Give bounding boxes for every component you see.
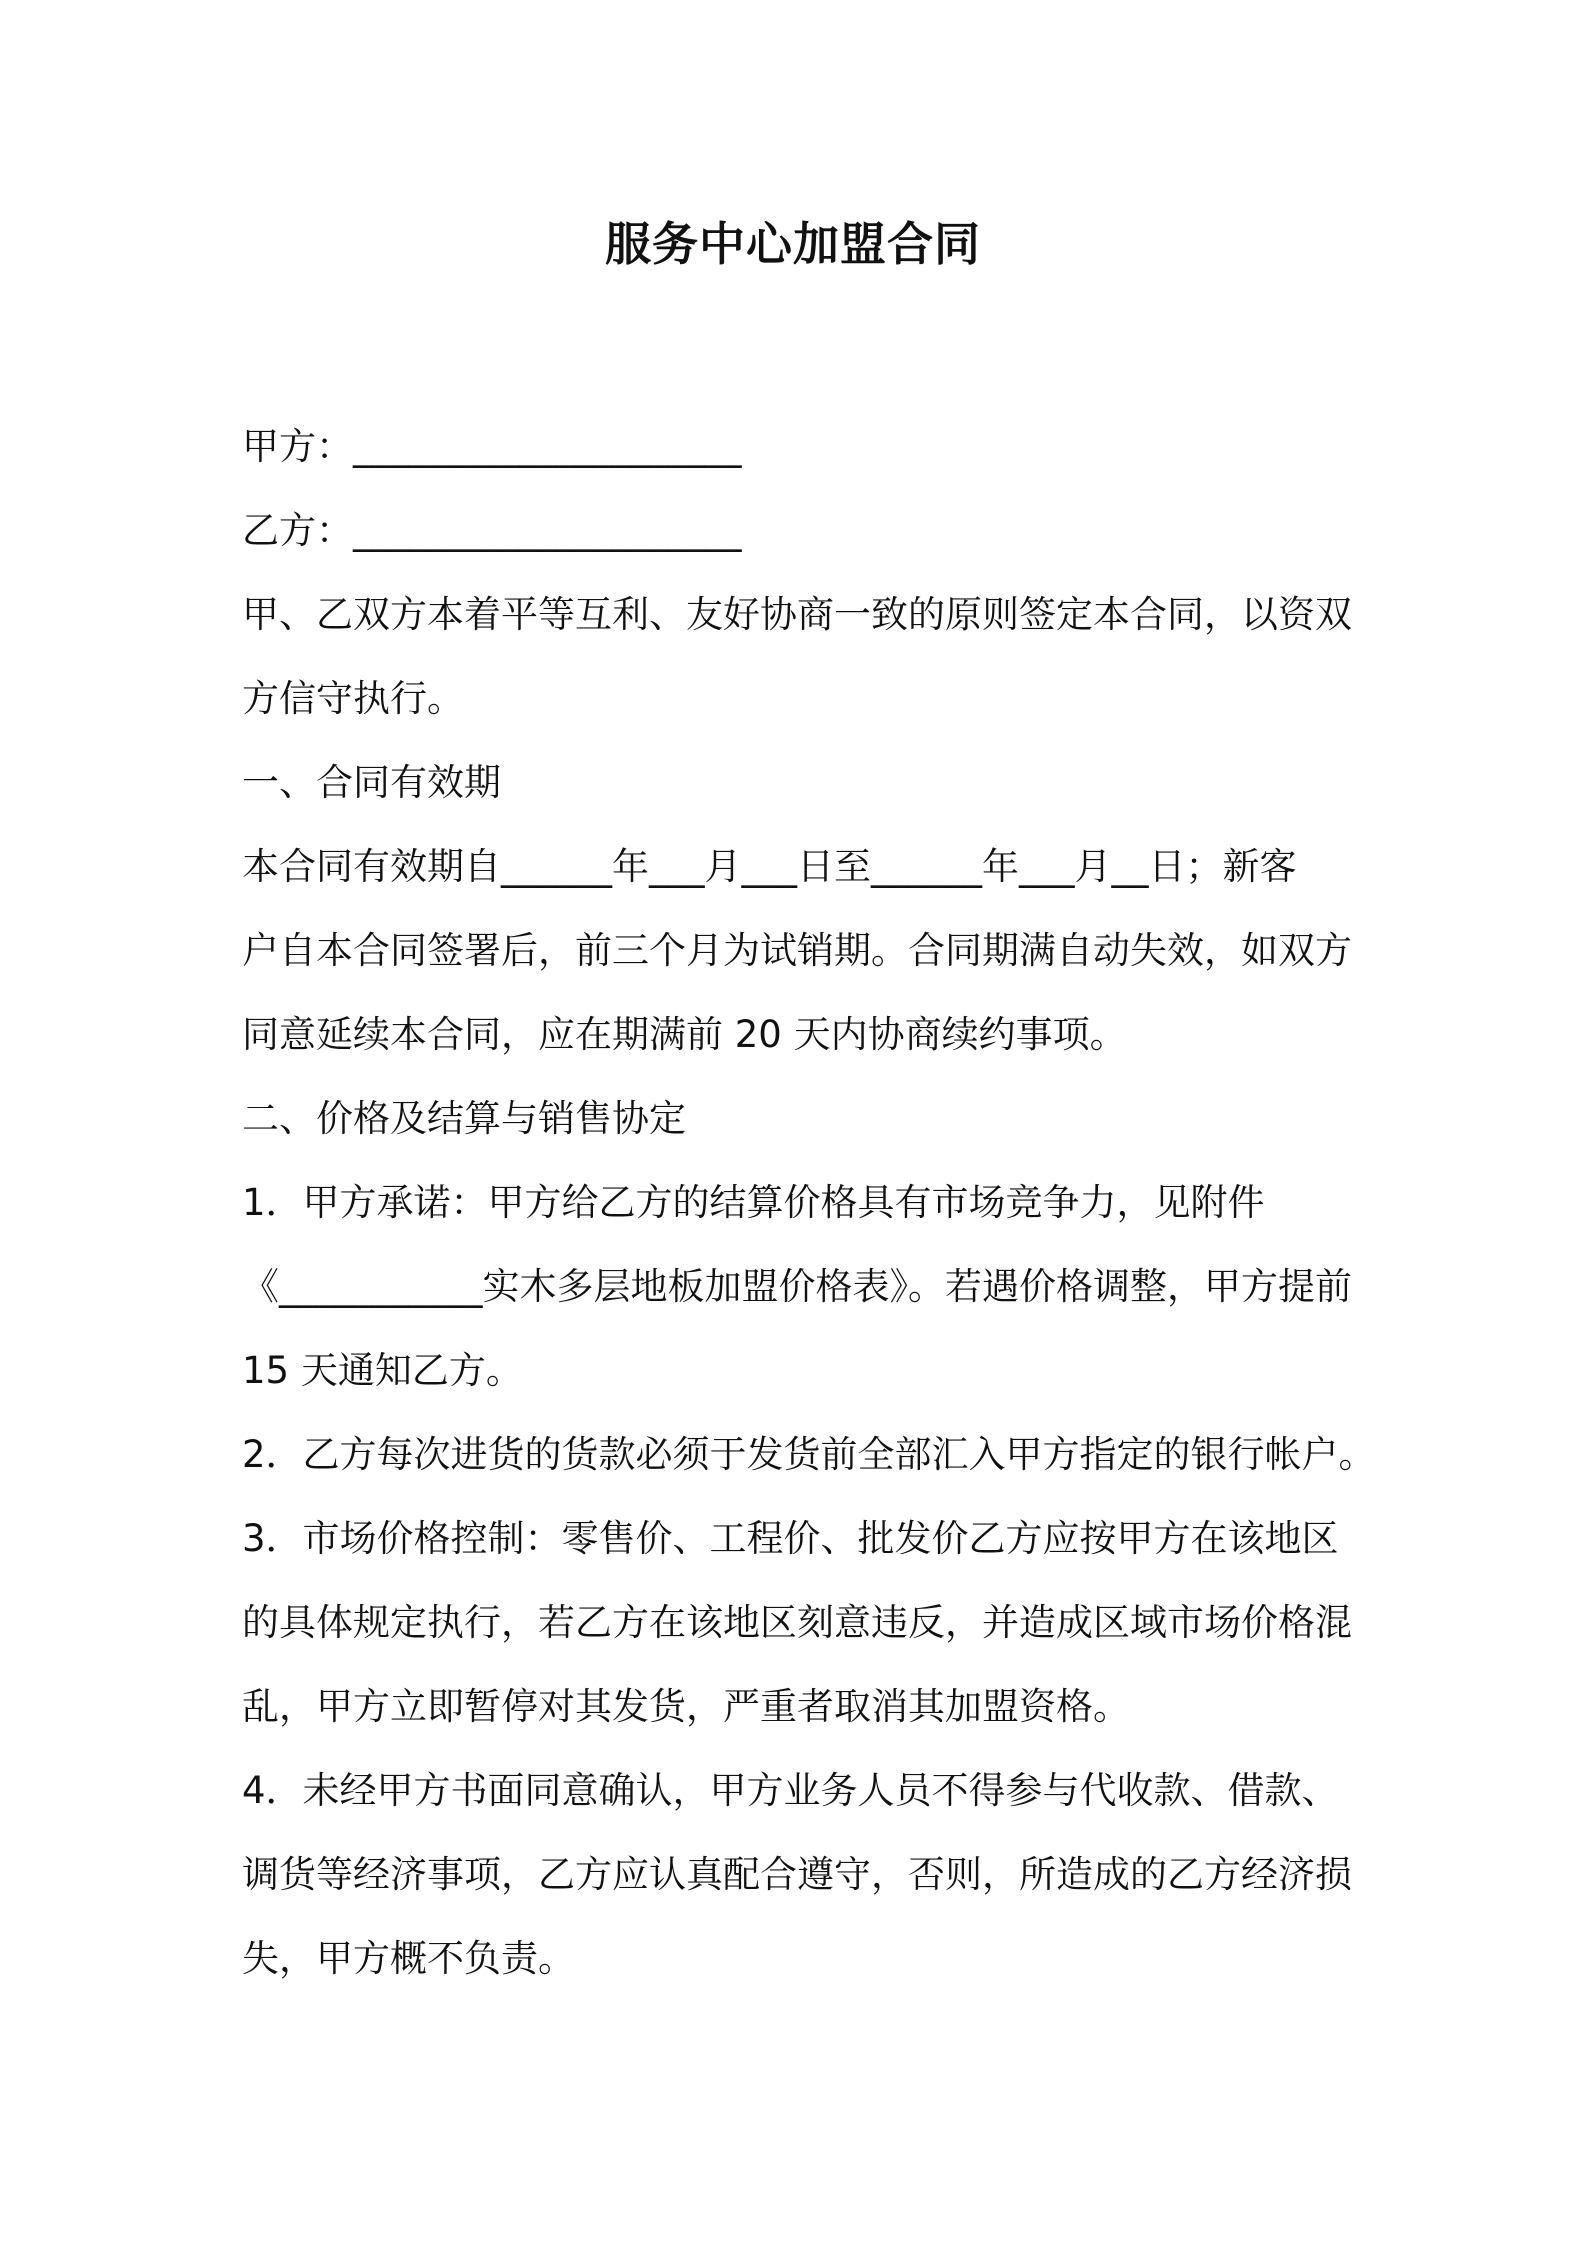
party-a-line: 甲方：_____________________ bbox=[242, 425, 742, 468]
clause-3-line: 的具体规定执行，若乙方在该地区刻意违反，并造成区域市场价格混 bbox=[242, 1601, 1352, 1644]
section-heading-validity: 一、合同有效期 bbox=[242, 761, 501, 804]
clause-4-line: 失，甲方概不负责。 bbox=[242, 1937, 575, 1980]
validity-line: 本合同有效期自______年___月___日至______年___月__日；新客 bbox=[242, 845, 1297, 888]
section-heading-pricing: 二、价格及结算与销售协定 bbox=[242, 1097, 686, 1140]
clause-3-line: 乱，甲方立即暂停对其发货，严重者取消其加盟资格。 bbox=[242, 1685, 1130, 1728]
clause-2-line: 2．乙方每次进货的货款必须于发货前全部汇入甲方指定的银行帐户。 bbox=[242, 1433, 1376, 1476]
clause-3-line: 3．市场价格控制：零售价、工程价、批发价乙方应按甲方在该地区 bbox=[242, 1517, 1339, 1560]
validity-line: 户自本合同签署后，前三个月为试销期。合同期满自动失效，如双方 bbox=[242, 929, 1352, 972]
clause-1-line: 15 天通知乙方。 bbox=[242, 1349, 523, 1392]
preamble-line: 甲、乙双方本着平等互利、友好协商一致的原则签定本合同，以资双 bbox=[242, 593, 1352, 636]
clause-1-line: 《___________实木多层地板加盟价格表》。若遇价格调整，甲方提前 bbox=[242, 1265, 1352, 1308]
validity-line: 同意延续本合同，应在期满前 20 天内协商续约事项。 bbox=[242, 1013, 1127, 1056]
clause-4-line: 4．未经甲方书面同意确认，甲方业务人员不得参与代收款、借款、 bbox=[242, 1769, 1339, 1812]
document-title: 服务中心加盟合同 bbox=[605, 217, 981, 271]
clause-1-line: 1．甲方承诺：甲方给乙方的结算价格具有市场竞争力，见附件 bbox=[242, 1181, 1265, 1224]
clause-4-line: 调货等经济事项，乙方应认真配合遵守，否则，所造成的乙方经济损 bbox=[242, 1853, 1352, 1896]
party-b-line: 乙方：_____________________ bbox=[242, 509, 742, 552]
contract-body bbox=[242, 405, 1376, 2001]
preamble-line: 方信守执行。 bbox=[242, 677, 464, 720]
